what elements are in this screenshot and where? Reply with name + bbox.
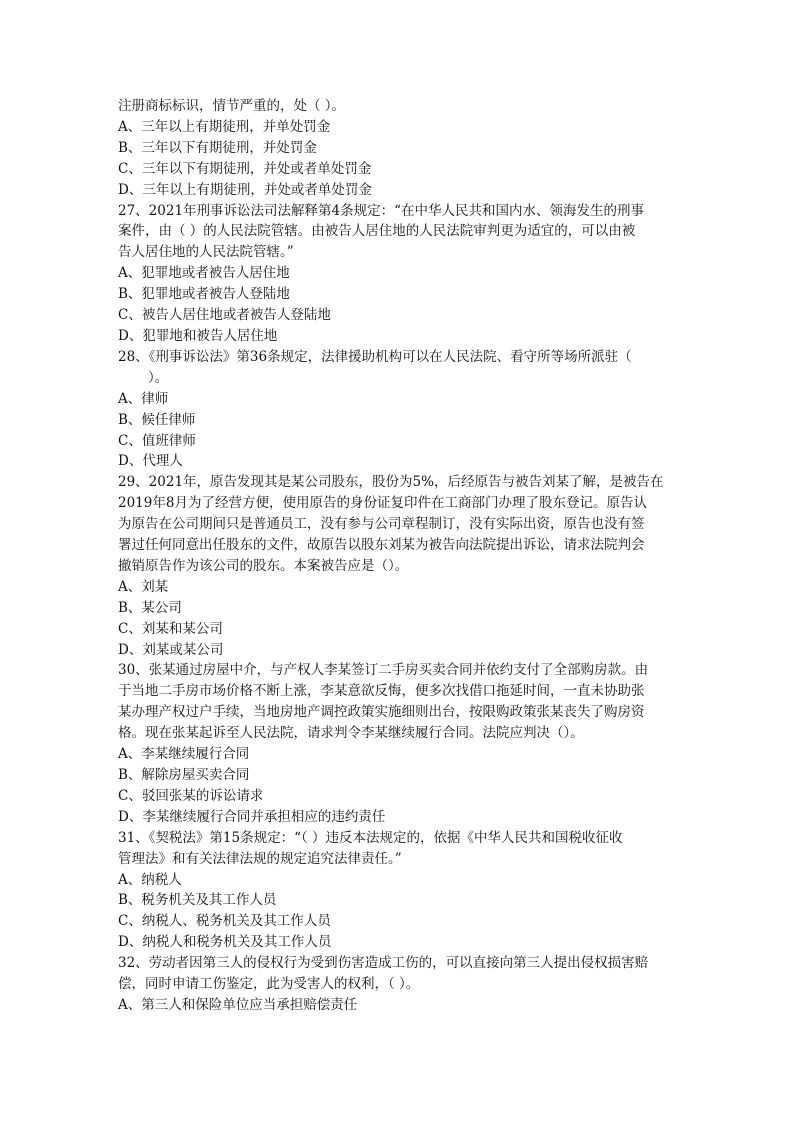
question-29-stem: 署过任何同意出任股东的文件，故原告以股东刘某为被告向法院提出诉讼，请求法院判会 [118, 537, 645, 554]
option-c: C、值班律师 [118, 432, 196, 449]
question-30-stem: 某办理产权过户手续，当地房地产调控政策实施细则出台，按限购政策张某丧失了购房资 [118, 704, 645, 721]
option-a: A、刘某 [118, 578, 169, 595]
option-b: B、候任律师 [118, 411, 196, 428]
option-d: D、三年以上有期徒刑，并处或者单处罚金 [118, 181, 372, 198]
question-28-stem: ）。 [148, 369, 169, 386]
option-b: B、某公司 [118, 599, 182, 616]
question-29-stem: 2019年8月为了经营方便，使用原告的身份证复印件在工商部门办理了股东登记。原告认 [118, 495, 647, 512]
question-32-stem: 32、劳动者因第三人的侵权行为受到伤害造成工伤的，可以直接向第三人提出侵权损害赔 [118, 955, 649, 972]
option-a: A、第三人和保险单位应当承担赔偿责任 [118, 996, 358, 1013]
question-27-stem: 告人居住地的人民法院管辖。” [118, 244, 294, 261]
option-d: D、代理人 [118, 453, 183, 470]
option-c: C、刘某和某公司 [118, 620, 223, 637]
option-b: B、犯罪地或者被告人登陆地 [118, 286, 290, 303]
option-c: C、被告人居住地或者被告人登陆地 [118, 307, 331, 324]
question-31-stem: 31、《契税法》第15条规定：“（ ）违反本法规定的，依据《中华人民共和国税收征收 [118, 829, 623, 846]
question-29-stem: 为原告在公司期间只是普通员工，没有参与公司章程制订，没有实际出资，原告也没有签 [118, 516, 645, 533]
option-c: C、驳回张某的诉讼请求 [118, 787, 264, 804]
option-b: B、三年以下有期徒刑，并处罚金 [118, 139, 317, 156]
question-27-stem: 案件，由（ ）的人民法院管辖。由被告人居住地的人民法院审判更为适宜的，可以由被 [118, 223, 636, 240]
question-31-stem: 管理法》和有关法律法规的规定追究法律责任。” [118, 850, 402, 867]
question-27-stem: 27、2021年刑事诉讼法司法解释第4条规定：“在中华人民共和国内水、领海发生的刑事 [118, 202, 645, 219]
question-30-stem: 于当地二手房市场价格不断上涨，李某意欲反悔，便多次找借口拖延时间，一直未协助张 [118, 683, 645, 700]
option-d: D、李某继续履行合同并承担相应的违约责任 [118, 808, 386, 825]
option-c: C、三年以下有期徒刑，并处或者单处罚金 [118, 160, 372, 177]
option-a: A、李某继续履行合同 [118, 746, 250, 763]
option-d: D、犯罪地和被告人居住地 [118, 327, 278, 344]
question-32-stem: 偿，同时申请工伤鉴定，此为受害人的权利，（ ）。 [118, 976, 420, 993]
question-30-stem: 30、张某通过房屋中介，与产权人李某签订二手房买卖合同并依约支付了全部购房款。由 [118, 662, 649, 679]
option-d: D、纳税人和税务机关及其工作人员 [118, 934, 332, 951]
option-a: A、纳税人 [118, 871, 182, 888]
option-a: A、律师 [118, 390, 169, 407]
option-b: B、解除房屋买卖合同 [118, 767, 250, 783]
option-a: A、犯罪地或者被告人居住地 [118, 265, 290, 282]
question-28-stem: 28、《刑事诉讼法》第36条规定，法律援助机构可以在人民法院、看守所等场所派驻（ [118, 348, 632, 365]
question-29-stem: 撤销原告作为该公司的股东。本案被告应是（）。 [118, 557, 409, 574]
option-c: C、纳税人、税务机关及其工作人员 [118, 913, 331, 930]
option-d: D、刘某或某公司 [118, 641, 224, 658]
question-26-stem-end: 注册商标标识，情节严重的，处（ ）。 [118, 98, 346, 114]
question-29-stem: 29、2021年，原告发现其是某公司股东，股份为5%，后经原告与被告刘某了解，是被告在 [118, 474, 664, 491]
question-30-stem: 格。现在张某起诉至人民法院，请求判令李某继续履行合同。法院应判决（）。 [118, 725, 584, 742]
document-page [118, 96, 678, 1016]
option-b: B、税务机关及其工作人员 [118, 892, 277, 909]
option-a: A、三年以上有期徒刑，并单处罚金 [118, 118, 331, 135]
